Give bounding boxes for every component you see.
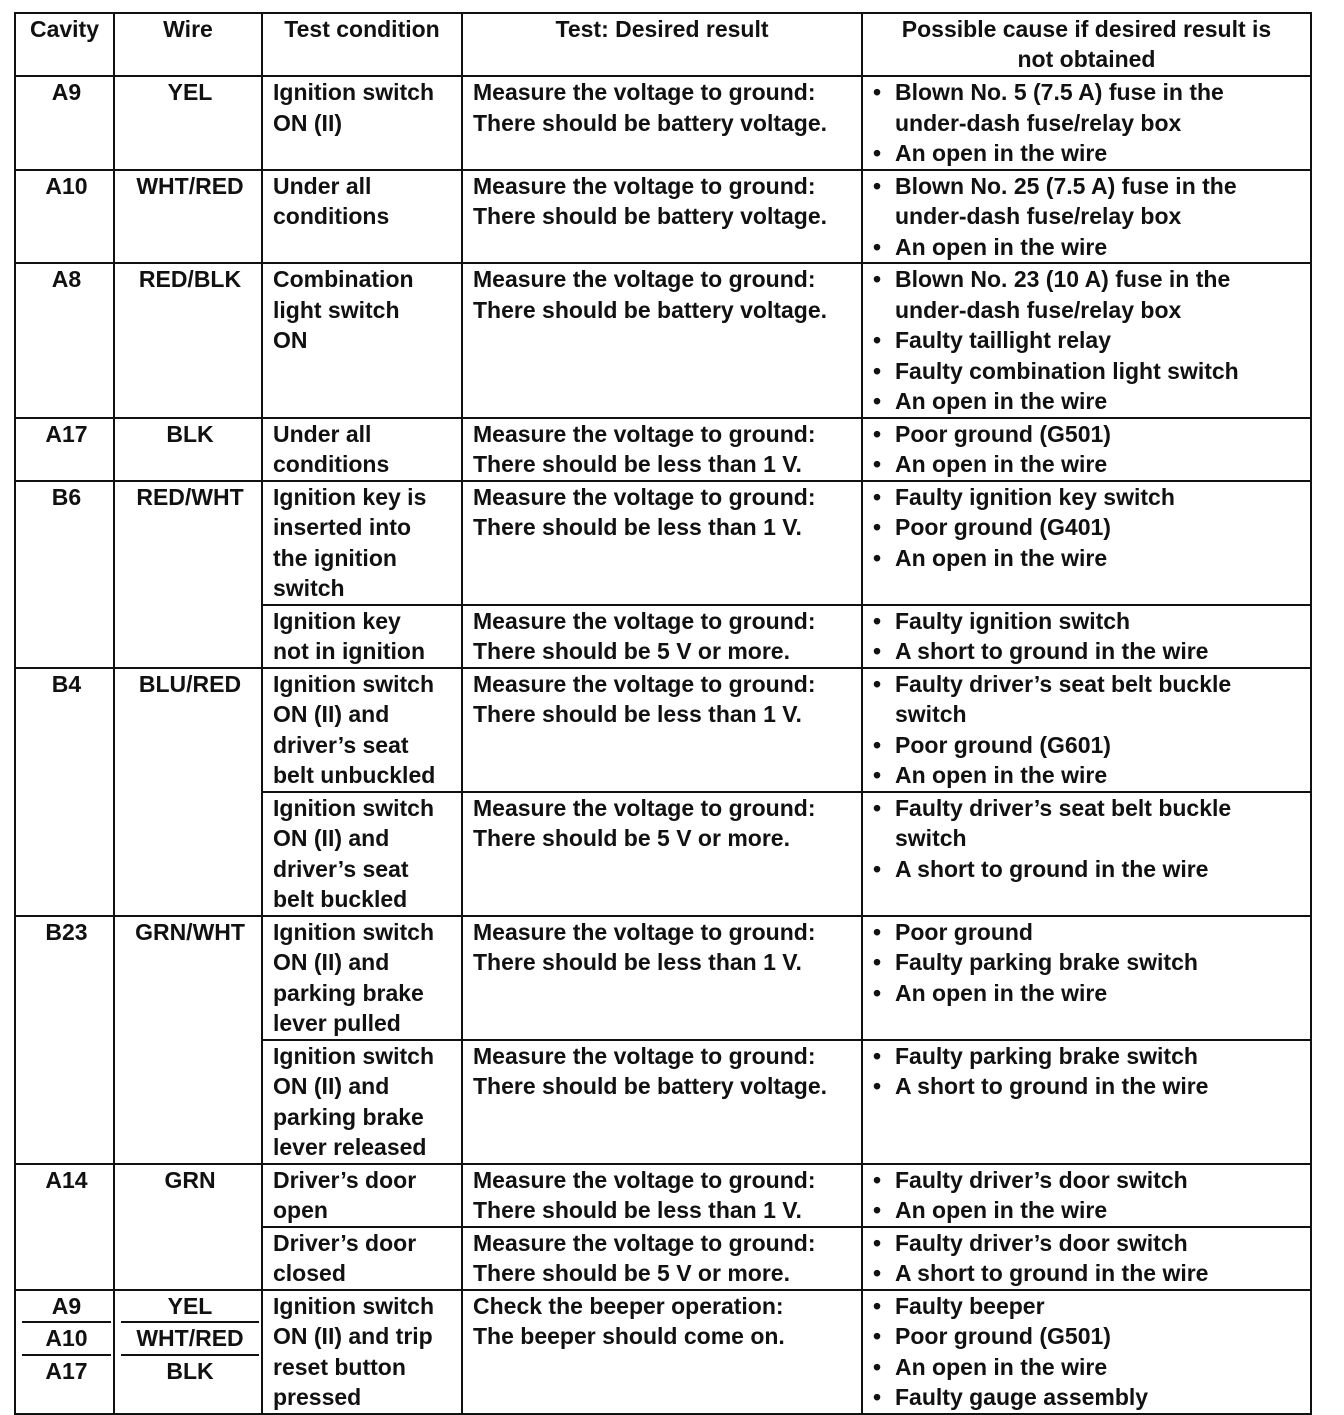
cavity-cell: B6: [15, 481, 114, 668]
result-line: The beeper should come on.: [473, 1323, 785, 1349]
result-cell: [462, 1040, 862, 1164]
header-cavity: Cavity: [15, 13, 114, 76]
table-row: [15, 170, 1311, 264]
result-line: Measure the voltage to ground:: [473, 918, 816, 945]
cause-line: [873, 482, 1304, 513]
condition-line: parking brake: [273, 979, 424, 1006]
cause-line: [873, 108, 1304, 139]
header-row: [15, 13, 1311, 76]
condition-line: Ignition switch: [273, 670, 434, 697]
bullet: •: [873, 357, 882, 384]
cause-cell: [862, 170, 1311, 264]
condition-line: Ignition switch: [273, 794, 434, 821]
cause-line: [873, 201, 1304, 232]
cause-text: An open in the wire: [895, 451, 1108, 477]
result-cell: [462, 263, 862, 418]
result-line: There should be battery voltage.: [473, 1073, 828, 1099]
cause-text: An open in the wire: [895, 979, 1108, 1006]
cause-text: Faulty driver’s seat belt buckle: [895, 670, 1232, 697]
condition-line: driver’s seat: [273, 855, 409, 882]
cause-line: [873, 232, 1304, 263]
condition-cell: [262, 916, 462, 1040]
cause-line: [873, 636, 1304, 667]
result-cell: [462, 76, 862, 170]
wire-cell: GRN: [114, 1164, 262, 1290]
condition-line: Combination: [273, 266, 414, 292]
cause-text: under-dash fuse/relay box: [895, 109, 1182, 136]
bullet: •: [873, 483, 882, 510]
cause-cell: [862, 605, 1311, 668]
cavity-sub: A17: [22, 1354, 111, 1387]
cause-line: [873, 325, 1304, 356]
cause-line: [873, 1291, 1304, 1322]
table-row: [15, 1164, 1311, 1227]
table-row: [15, 1290, 1311, 1414]
bullet: •: [873, 1353, 882, 1380]
wire-sub: YEL: [167, 1292, 213, 1319]
cause-text: An open in the wire: [895, 233, 1108, 260]
cause-line: [873, 1228, 1304, 1259]
result-line: There should be less than 1 V.: [473, 514, 802, 540]
result-line: Measure the voltage to ground:: [473, 1166, 816, 1193]
cause-text: An open in the wire: [895, 1353, 1108, 1380]
table-row: [15, 481, 1311, 605]
cause-line: [873, 264, 1304, 295]
result-line: Measure the voltage to ground:: [473, 1042, 816, 1069]
connector-test-table: [14, 12, 1312, 1415]
cause-text: Faulty ignition switch: [895, 607, 1131, 634]
result-line: There should be battery voltage.: [473, 296, 828, 323]
bullet: •: [873, 670, 882, 697]
cause-line: [873, 171, 1304, 202]
condition-line: parking brake: [273, 1103, 424, 1130]
condition-line: Ignition switch: [273, 79, 434, 105]
cause-text: Faulty driver’s door switch: [895, 1229, 1188, 1256]
cause-line: [873, 419, 1304, 450]
cause-line: [873, 543, 1304, 574]
cause-cell: [862, 916, 1311, 1040]
bullet: •: [873, 607, 882, 634]
cause-cell: [862, 263, 1311, 418]
cause-text: An open in the wire: [895, 140, 1108, 166]
condition-line: Ignition switch: [273, 1042, 434, 1069]
result-cell: [462, 1227, 862, 1290]
wire-cell: WHT/RED: [114, 170, 262, 264]
condition-line: Ignition key is: [273, 483, 427, 510]
cavity-sub: A9: [51, 1292, 82, 1319]
cause-line: [873, 356, 1304, 387]
cause-cell: [862, 1227, 1311, 1290]
condition-line: the ignition: [273, 544, 397, 571]
bullet: •: [873, 762, 882, 788]
condition-line: open: [273, 1197, 328, 1223]
cause-line: [873, 854, 1304, 885]
bullet: •: [873, 233, 882, 260]
bullet: •: [873, 1260, 882, 1286]
table-body: [15, 76, 1311, 1414]
cause-cell: [862, 1040, 1311, 1164]
bullet: •: [873, 1229, 882, 1256]
cause-text: Faulty ignition key switch: [895, 483, 1175, 510]
result-cell: [462, 668, 862, 792]
condition-line: Driver’s door: [273, 1229, 417, 1256]
cause-line: [873, 449, 1304, 480]
condition-line: ON (II) and: [273, 825, 390, 851]
cause-text: switch: [895, 825, 967, 851]
result-line: There should be less than 1 V.: [473, 1197, 802, 1223]
condition-line: inserted into: [273, 514, 412, 540]
cause-text: Faulty driver’s seat belt buckle: [895, 794, 1232, 821]
result-line: There should be 5 V or more.: [473, 1260, 790, 1286]
wire-sub: WHT/RED: [121, 1321, 259, 1354]
result-cell: [462, 605, 862, 668]
cause-text: Faulty combination light switch: [895, 357, 1239, 384]
cause-line: [873, 1165, 1304, 1196]
condition-line: belt buckled: [273, 886, 408, 912]
condition-line: pressed: [273, 1384, 362, 1410]
wire-cell: RED/BLK: [114, 263, 262, 418]
condition-line: Under all: [273, 420, 372, 447]
bullet: •: [873, 794, 882, 821]
bullet: •: [873, 638, 882, 664]
wire-cell: YEL: [114, 76, 262, 170]
cause-cell: [862, 668, 1311, 792]
condition-line: Under all: [273, 172, 372, 199]
cause-text: An open in the wire: [895, 1197, 1108, 1223]
bullet: •: [873, 1292, 882, 1319]
condition-line: driver’s seat: [273, 731, 409, 758]
cause-text: switch: [895, 701, 967, 727]
cause-text: An open in the wire: [895, 762, 1108, 788]
cause-line: [873, 1258, 1304, 1289]
cause-text: Blown No. 23 (10 A) fuse in the: [895, 266, 1231, 292]
wire-cell: RED/WHT: [114, 481, 262, 668]
result-line: Measure the voltage to ground:: [473, 607, 816, 634]
bullet: •: [873, 544, 882, 571]
cause-text: A short to ground in the wire: [895, 1260, 1209, 1286]
cause-line: [873, 730, 1304, 761]
cause-line: [873, 138, 1304, 169]
condition-line: ON (II) and trip: [273, 1323, 433, 1349]
result-line: Measure the voltage to ground:: [473, 670, 816, 697]
cause-text: Faulty beeper: [895, 1292, 1045, 1319]
cause-text: An open in the wire: [895, 544, 1108, 571]
cavity-sub: A10: [22, 1321, 111, 1354]
bullet: •: [873, 1042, 882, 1069]
result-line: Measure the voltage to ground:: [473, 483, 816, 510]
condition-cell: [262, 792, 462, 916]
result-line: Measure the voltage to ground:: [473, 172, 816, 199]
cavity-cell: A14: [15, 1164, 114, 1290]
condition-cell: [262, 1290, 462, 1414]
condition-line: ON (II) and: [273, 949, 390, 975]
bullet: •: [873, 731, 882, 758]
result-cell: [462, 916, 862, 1040]
cause-text: Poor ground (G401): [895, 514, 1111, 540]
bullet: •: [873, 1166, 882, 1193]
cause-cell: [862, 792, 1311, 916]
bullet: •: [873, 327, 882, 353]
condition-line: closed: [273, 1260, 346, 1286]
condition-line: conditions: [273, 451, 390, 477]
result-line: Measure the voltage to ground:: [473, 79, 816, 105]
condition-cell: [262, 76, 462, 170]
condition-line: Ignition switch: [273, 918, 434, 945]
condition-line: not in ignition: [273, 638, 426, 664]
cause-text: under-dash fuse/relay box: [895, 296, 1182, 323]
bullet: •: [873, 949, 882, 975]
cause-text: A short to ground in the wire: [895, 638, 1209, 664]
bullet: •: [873, 918, 882, 945]
cause-text: A short to ground in the wire: [895, 1073, 1209, 1099]
condition-cell: [262, 1227, 462, 1290]
result-cell: [462, 481, 862, 605]
cause-text: Blown No. 5 (7.5 A) fuse in the: [895, 79, 1224, 105]
cause-line: [873, 699, 1304, 730]
condition-line: lever released: [273, 1134, 427, 1160]
cause-line: [873, 669, 1304, 700]
cause-cell: [862, 418, 1311, 481]
cause-cell: [862, 76, 1311, 170]
bullet: •: [873, 979, 882, 1006]
wire-cell: BLK: [114, 418, 262, 481]
condition-line: reset button: [273, 1353, 406, 1380]
wire-sub: BLK: [121, 1354, 259, 1387]
condition-line: light switch: [273, 296, 400, 323]
result-cell: [462, 418, 862, 481]
condition-line: ON: [273, 327, 308, 353]
header-possible-cause-line: Possible cause if desired result is: [901, 16, 1272, 42]
cavity-cell: B23: [15, 916, 114, 1164]
cause-line: [873, 512, 1304, 543]
bullet: •: [873, 79, 882, 105]
cause-text: Blown No. 25 (7.5 A) fuse in the: [895, 172, 1237, 199]
cause-text: Poor ground (G501): [895, 420, 1111, 447]
bullet: •: [873, 420, 882, 447]
result-line: Measure the voltage to ground:: [473, 794, 816, 821]
condition-line: Ignition switch: [273, 1292, 434, 1319]
cause-line: [873, 947, 1304, 978]
header-test-condition: Test condition: [262, 13, 462, 76]
table-row: [15, 418, 1311, 481]
cause-text: Faulty taillight relay: [895, 327, 1111, 353]
condition-cell: [262, 1040, 462, 1164]
cause-line: [873, 978, 1304, 1009]
cavity-cell: A10: [15, 170, 114, 264]
cause-text: Faulty parking brake switch: [895, 949, 1198, 975]
cause-line: [873, 793, 1304, 824]
bullet: •: [873, 172, 882, 199]
cause-cell: [862, 481, 1311, 605]
condition-cell: [262, 170, 462, 264]
cause-line: [873, 1321, 1304, 1352]
cause-text: under-dash fuse/relay box: [895, 203, 1182, 229]
cause-text: An open in the wire: [895, 388, 1108, 414]
cause-line: [873, 386, 1304, 417]
result-line: There should be 5 V or more.: [473, 638, 790, 664]
result-line: There should be 5 V or more.: [473, 825, 790, 851]
bullet: •: [873, 1384, 882, 1410]
condition-cell: [262, 605, 462, 668]
cause-text: Poor ground: [895, 918, 1033, 945]
condition-line: switch: [273, 575, 345, 601]
condition-line: belt unbuckled: [273, 762, 436, 788]
cause-text: Faulty gauge assembly: [895, 1384, 1149, 1410]
bullet: •: [873, 140, 882, 166]
cause-line: [873, 917, 1304, 948]
result-cell: [462, 170, 862, 264]
cause-line: [873, 77, 1304, 108]
condition-cell: [262, 263, 462, 418]
cavity-cell: A9: [15, 76, 114, 170]
result-cell: [462, 1164, 862, 1227]
cavity-cell: [15, 1290, 114, 1414]
cause-cell: [862, 1290, 1311, 1414]
bullet: •: [873, 1197, 882, 1223]
table-row: [15, 76, 1311, 170]
result-line: There should be battery voltage.: [473, 203, 828, 229]
bullet: •: [873, 855, 882, 882]
condition-line: Ignition key: [273, 607, 401, 634]
result-line: Check the beeper operation:: [473, 1292, 784, 1319]
result-line: Measure the voltage to ground:: [473, 266, 816, 292]
bullet: •: [873, 266, 882, 292]
condition-cell: [262, 1164, 462, 1227]
result-line: There should be less than 1 V.: [473, 701, 802, 727]
cause-line: [873, 1352, 1304, 1383]
cause-line: [873, 295, 1304, 326]
table-row: [15, 916, 1311, 1040]
cause-line: [873, 760, 1304, 791]
cause-text: Poor ground (G601): [895, 731, 1111, 758]
bullet: •: [873, 451, 882, 477]
cause-cell: [862, 1164, 1311, 1227]
cause-line: [873, 823, 1304, 854]
cause-text: Faulty driver’s door switch: [895, 1166, 1188, 1193]
header-possible-cause-line: not obtained: [1017, 46, 1156, 72]
condition-line: ON (II) and: [273, 1073, 390, 1099]
result-line: Measure the voltage to ground:: [473, 1229, 816, 1256]
cause-line: [873, 606, 1304, 637]
wire-cell: BLU/RED: [114, 668, 262, 916]
result-line: There should be less than 1 V.: [473, 451, 802, 477]
result-cell: [462, 792, 862, 916]
cavity-cell: A17: [15, 418, 114, 481]
condition-cell: [262, 668, 462, 792]
header-wire: Wire: [114, 13, 262, 76]
header-desired-result: Test: Desired result: [462, 13, 862, 76]
header-possible-cause: [862, 13, 1311, 76]
bullet: •: [873, 514, 882, 540]
bullet: •: [873, 388, 882, 414]
condition-line: conditions: [273, 203, 390, 229]
condition-line: lever pulled: [273, 1010, 401, 1036]
condition-line: ON (II): [273, 109, 342, 136]
table-row: [15, 668, 1311, 792]
result-line: Measure the voltage to ground:: [473, 420, 816, 447]
result-line: There should be less than 1 V.: [473, 949, 802, 975]
table-row: [15, 263, 1311, 418]
cause-text: Poor ground (G501): [895, 1323, 1111, 1349]
cause-line: [873, 1195, 1304, 1226]
cause-line: [873, 1071, 1304, 1102]
cause-text: A short to ground in the wire: [895, 855, 1209, 882]
wire-cell: [114, 1290, 262, 1414]
wire-cell: GRN/WHT: [114, 916, 262, 1164]
bullet: •: [873, 1073, 882, 1099]
cause-line: [873, 1041, 1304, 1072]
condition-line: ON (II) and: [273, 701, 390, 727]
condition-cell: [262, 418, 462, 481]
condition-line: Driver’s door: [273, 1166, 417, 1193]
cavity-cell: B4: [15, 668, 114, 916]
result-cell: [462, 1290, 862, 1414]
result-line: There should be battery voltage.: [473, 109, 828, 136]
cause-text: Faulty parking brake switch: [895, 1042, 1198, 1069]
cavity-cell: A8: [15, 263, 114, 418]
bullet: •: [873, 1323, 882, 1349]
condition-cell: [262, 481, 462, 605]
